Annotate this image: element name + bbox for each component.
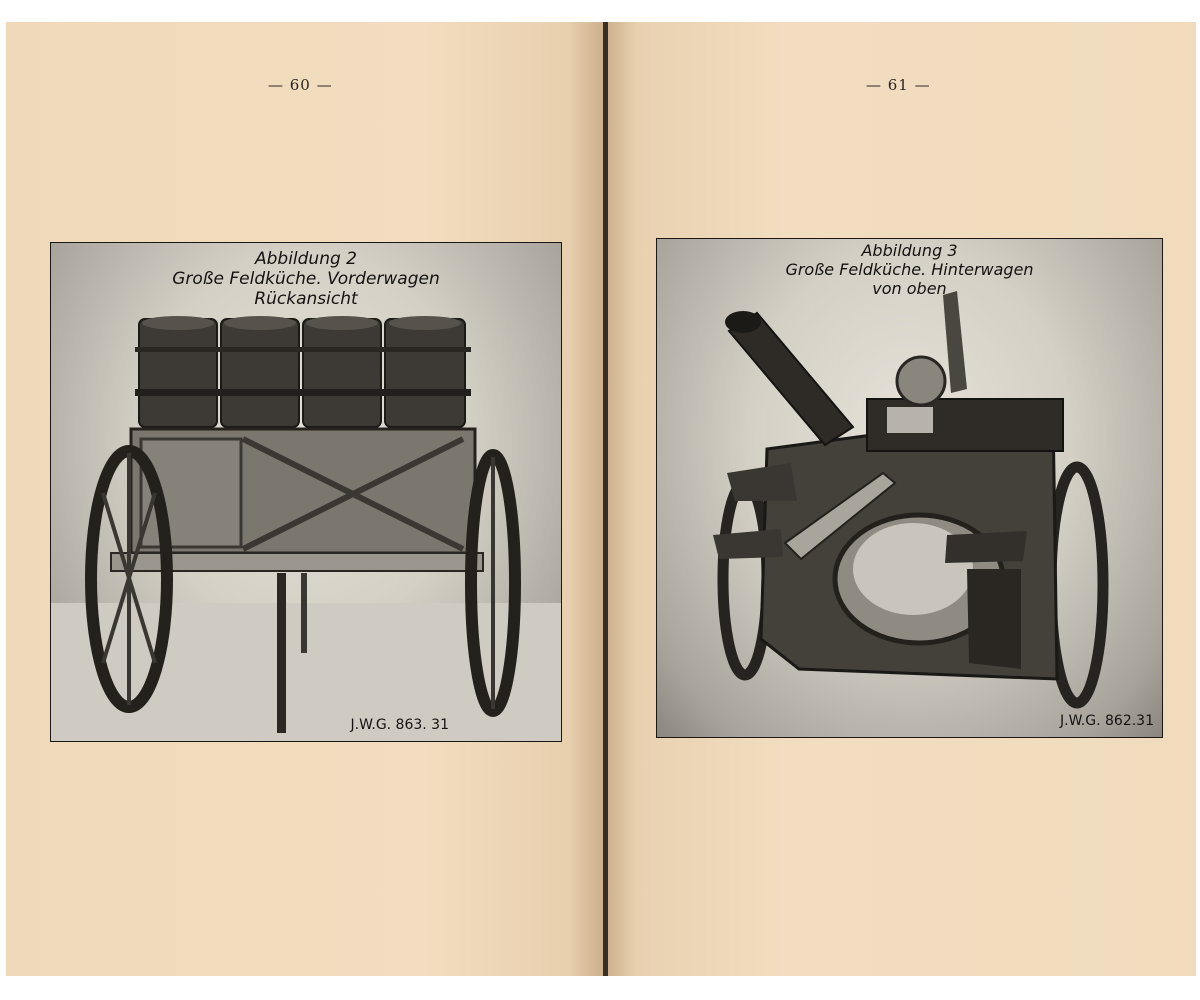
- plate-number: J.W.G. 862.31: [1059, 713, 1154, 729]
- caption-title: Große Feldküche. Hinterwagen: [785, 260, 1034, 279]
- wagon-top-view-photo: [657, 239, 1162, 737]
- right-page: [608, 22, 1196, 976]
- caption-figure-label: Abbildung 2: [254, 249, 357, 269]
- book-spread: [6, 22, 1196, 976]
- plate-number: J.W.G. 863. 31: [350, 717, 449, 733]
- caption-view: Rückansicht: [254, 289, 358, 309]
- plate-caption: [51, 249, 561, 309]
- caption-figure-label: Abbildung 3: [861, 241, 958, 260]
- caption-title: Große Feldküche. Vorderwagen: [172, 269, 440, 289]
- page-number: — 61 —: [866, 76, 931, 94]
- photo-plate-figure-2: [50, 242, 562, 742]
- left-page: [6, 22, 604, 976]
- page-number: — 60 —: [268, 76, 333, 94]
- caption-view: von oben: [872, 279, 947, 298]
- plate-caption: [657, 241, 1162, 298]
- photo-plate-figure-3: [656, 238, 1163, 738]
- wagon-rear-view-photo: [51, 243, 561, 741]
